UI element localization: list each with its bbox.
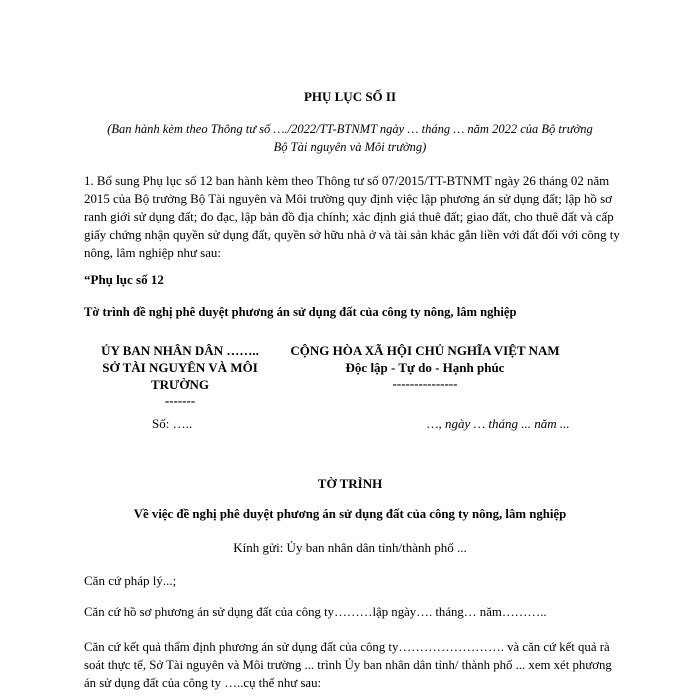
national-motto: Độc lập - Tự do - Hạnh phúc [345, 360, 505, 375]
department-name-line-1: SỞ TÀI NGUYÊN VÀ MÔI [102, 360, 258, 375]
intro-paragraph: 1. Bổ sung Phụ lục số 12 ban hành kèm theo Thông tư số 07/2015/TT-BTNMT ngày 26 tháng 02 năm 2015 của Bộ trưởng Bộ Tài nguyên và Môi trường quy định việc lập phương án sử dụng đất; lập hồ sơ ranh giới sử dụng đất; đo đạc, lập bản đồ địa chính; xác định giá thuê đất; giao đất, cho thuê đất và cấp giấy chứng nhận quyền sử dụng đất, quyền sở hữu nhà ở và tài sản khác gắn liền với đất đối với công ty nông, lâm nghiệp như sau: [84, 174, 620, 260]
left-separator: ------- [164, 393, 196, 408]
right-separator: --------------- [392, 376, 458, 391]
recipient-line: Kính gửi: Ủy ban nhân dân tỉnh/thành phố ... [233, 540, 467, 555]
document-title: TỜ TRÌNH [317, 476, 383, 491]
document-subject: Về việc đề nghị phê duyệt phương án sử dụng đất của công ty nông, lâm nghiệp [133, 507, 567, 521]
national-title: CỘNG HÒA XÃ HỘI CHỦ NGHĨA VIỆT NAM [290, 343, 560, 358]
legal-basis-3: Căn cứ kết quả thẩm định phương án sử dụng đất của công ty……………………. và căn cứ kết quả rà soát thực tế, Sở Tài nguyên và Môi trường ... trình Ủy ban nhân dân tỉnh/ thành phố ... xem xét phương án sử dụng đất của công ty …..cụ thể như sau: [84, 640, 612, 690]
committee-name: ỦY BAN NHÂN DÂN …….. [101, 343, 259, 358]
subtitle-line-1: (Ban hành kèm theo Thông tư số …./2022/TT-BTNMT ngày … tháng … năm 2022 của Bộ trưởng [107, 122, 593, 136]
legal-basis-2: Căn cứ hồ sơ phương án sử dụng đất của công ty………lập ngày…. tháng… năm……….. [84, 605, 547, 619]
appendix-title: Tờ trình đề nghị phê duyệt phương án sử dụng đất của công ty nông, lâm nghiệp [84, 305, 517, 319]
place-date: …, ngày … tháng ... năm ... [427, 416, 570, 431]
document-number: Số: ….. [152, 416, 193, 431]
subtitle-line-2: Bộ Tài nguyên và Môi trường) [273, 140, 427, 154]
legal-basis-1: Căn cứ pháp lý...; [84, 573, 177, 588]
appendix-heading: PHỤ LỤC SỐ II [303, 89, 397, 104]
department-name-line-2: TRƯỜNG [150, 377, 210, 392]
appendix-label: “Phụ lục số 12 [84, 272, 164, 287]
